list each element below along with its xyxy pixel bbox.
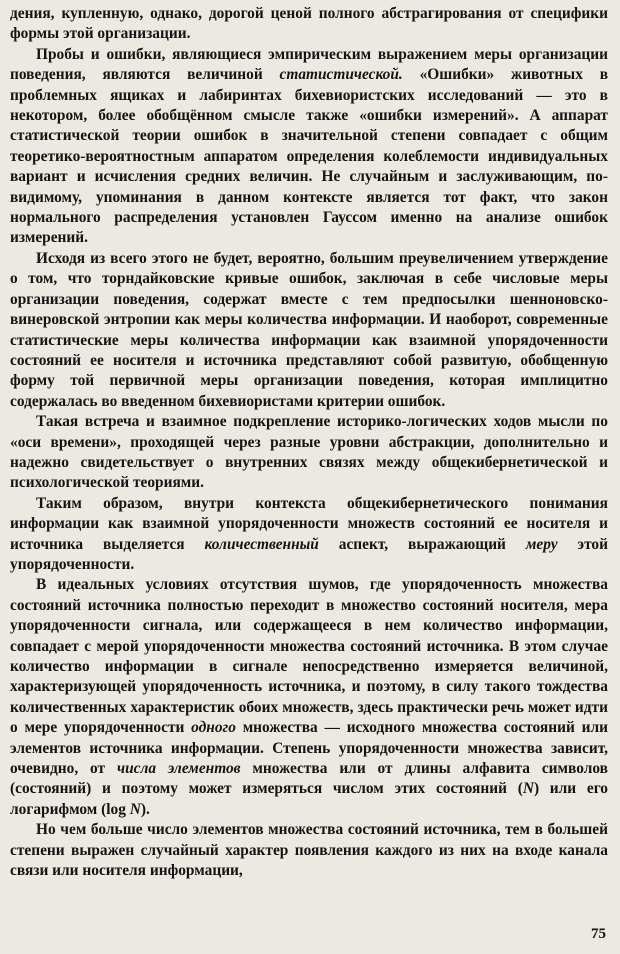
paragraph [10, 45, 608, 249]
paragraph-text: ) или его логарифмом (log [10, 780, 608, 818]
page-number: 75 [591, 925, 606, 942]
italic-term: одного [191, 719, 236, 737]
paragraph [10, 249, 608, 412]
paragraph-text: Но чем больше число элементов множества состояний источника, тем в большей степени выражен случайный характер появления каждого из них на входе канала связи или носителя информации, [10, 821, 608, 880]
italic-term: числа элементов [116, 760, 241, 778]
italic-term: количественный [204, 535, 319, 553]
paragraph-text: дения, купленную, однако, дорогой ценой полного абстрагирования от специфики формы этой организации. [10, 5, 608, 43]
paragraph-text: Таким образом, внутри контекста общекибернетического понимания информации как взаимной упорядоченности множеств состояний ее носителя и источника выделяется [10, 494, 608, 553]
paragraph [10, 820, 608, 881]
text-body [10, 4, 608, 881]
paragraph [10, 575, 608, 820]
italic-term: меру [525, 535, 558, 553]
paragraph-text: В идеальных условиях отсутствия шумов, где упорядоченность множества состояний источника полностью переходит в множество состояний носителя, мера упорядоченности сигнала, или содержащееся в нем количество информации, совпадает с мерой упорядоченности множества состояний источника. В этом случае количество информации в сигнале непосредственно измеряется величиной, характеризующей упорядоченность источника, и поэтому, в силу такого тождества количественных характеристик обоих множеств, здесь практически речь может идти о мере упорядоченности [10, 576, 608, 737]
italic-term: N [522, 780, 534, 798]
paragraph-text: множества — исходного множества состояний или элементов источника информации. Степень упорядоченности множества зависит, очевидно, от [10, 719, 608, 778]
paragraph-text: этой упорядоченности. [10, 535, 608, 573]
paragraph-text: Исходя из всего этого не будет, вероятно, большим преувеличением утверждение о том, что торндайковские кривые ошибок, заключая в себе числовые меры организации поведения, содержат вместе с тем предпосылки шенноновско-винеровской энтропии как меры количества информации. И наоборот, современные статистические меры количества информации как взаимной упорядоченности состояний ее носителя и источника представляют собой развитую, обобщенную форму той первичной меры организации поведения, которая имплицитно содержалась во введенном бихевиористами критерии ошибок. [10, 249, 608, 410]
paragraph [10, 494, 608, 576]
paragraph-text: аспект, выражающий [318, 535, 526, 553]
paragraph [10, 412, 608, 494]
paragraph-text: Пробы и ошибки, являющиеся эмпирическим выражением меры организации поведения, являются величиной [10, 45, 608, 84]
paragraph-text: множества или от длины алфавита символов (состояний) и поэтому может измеряться числом этих состояний ( [10, 760, 608, 798]
italic-term: статистической. [279, 66, 403, 84]
paragraph [10, 4, 608, 45]
paragraph-text: Такая встреча и взаимное подкрепление историко-логических ходов мысли по «оси времени», проходящей через разные уровни абстракции, дополнительно и надежно свидетельствует о внутренних связях между общекибернетической и психологической теориями. [10, 413, 608, 492]
paragraph-text: «Ошибки» животных в проблемных ящиках и лабиринтах бихевиористских исследований — это в некотором, более обобщённом смысле также «ошибки измерений». А аппарат статистической теории ошибок в значительной степени совпадает с общим теоретико-вероятностным аппаратом определения колеблемости индивидуальных вариант и исчисления средних величин. Не случайным и заслуживающим, по-видимому, упоминания в данном контексте является тот факт, что закон нормального распределения установлен Гауссом именно на анализе ошибок измерений. [10, 66, 609, 247]
paragraph-text: ). [140, 800, 150, 818]
italic-term: N [129, 800, 141, 818]
